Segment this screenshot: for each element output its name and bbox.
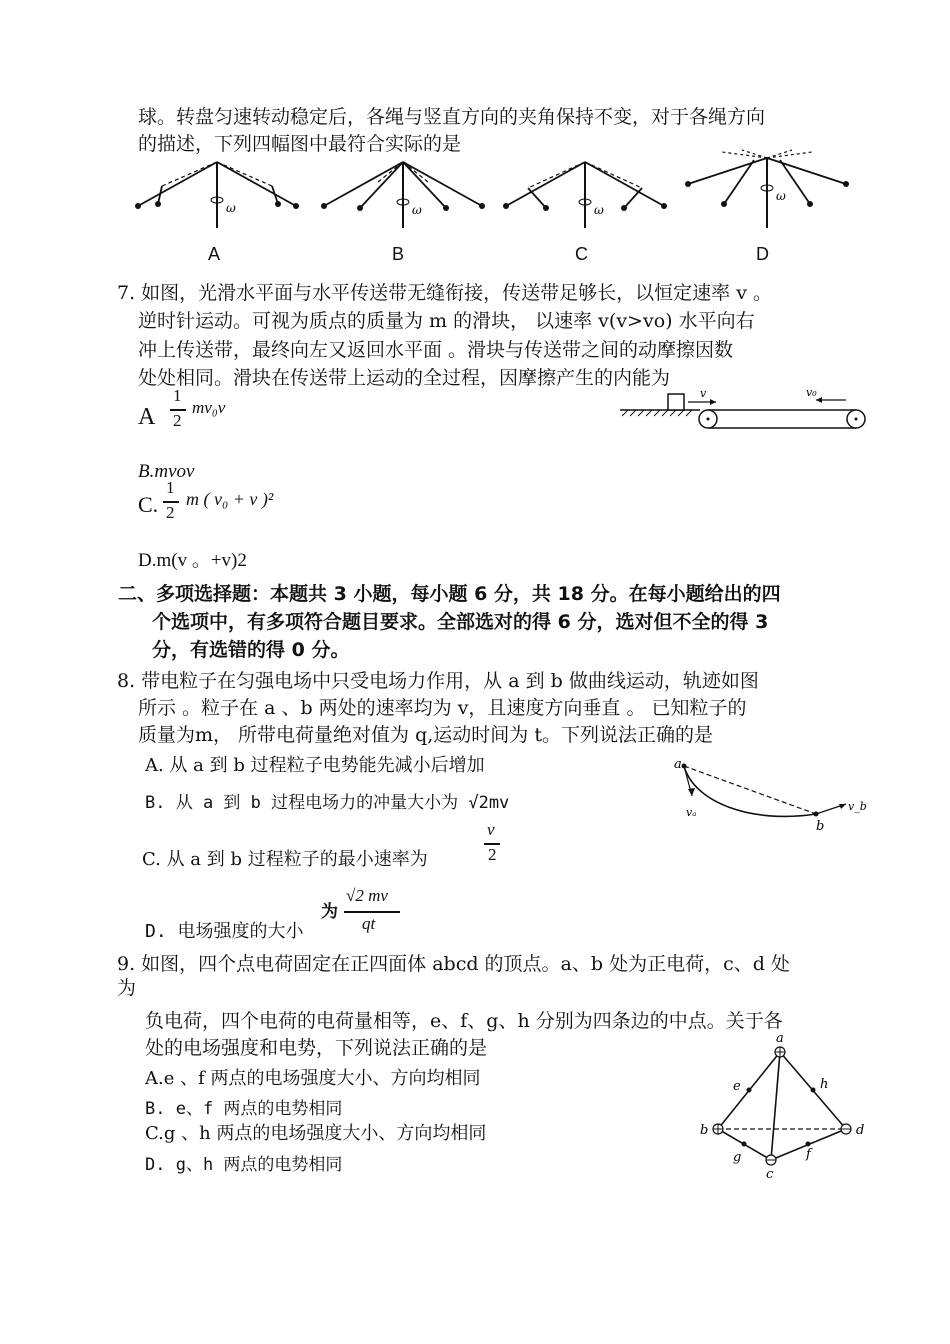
q7-option-c-denominator: 2 (166, 503, 175, 522)
q8-line-3: 质量为m， 所带电荷量绝对值为 q,运动时间为 t。下列说法正确的是 (138, 724, 713, 746)
svg-text:g: g (733, 1150, 742, 1165)
q6-line-1: 球。转盘匀速转动稳定后，各绳与竖直方向的夹角保持不变，对于各绳方向 (138, 106, 766, 128)
q8-option-d-denominator: qt (362, 914, 376, 933)
section-2-line-1: 二、多项选择题：本题共 3 小题，每小题 6 分，共 18 分。在每小题给出的四 (118, 583, 781, 605)
q6-option-c-label[interactable]: C (575, 244, 588, 264)
q9-line-1: 9. 如图，四个点电荷固定在正四面体 abcd 的顶点。a、b 处为正电荷，c、d 处 (117, 953, 790, 975)
section-2-line-3: 分，有选错的得 0 分。 (152, 639, 350, 661)
svg-text:a: a (776, 1031, 784, 1046)
svg-text:ω: ω (412, 203, 422, 217)
q8-line-2: 所示 。粒子在 a 、b 两处的速率均为 v，且速度方向垂直 。 已知粒子的 (138, 697, 747, 719)
svg-text:b: b (816, 819, 825, 834)
q9-option-c[interactable]: C.g 、h 两点的电场强度大小、方向均相同 (145, 1123, 487, 1144)
svg-text:v_b: v_b (848, 800, 867, 813)
q9-option-a[interactable]: A.e 、f 两点的电场强度大小、方向均相同 (145, 1068, 481, 1089)
q7-option-a-expression: mv₀v (192, 398, 226, 417)
svg-text:e: e (733, 1079, 741, 1094)
q6-figure-b (318, 158, 488, 230)
q8-option-d-wei: 为 (321, 902, 338, 922)
q6-option-b-label[interactable]: B (392, 244, 405, 264)
svg-text:f: f (806, 1147, 811, 1162)
q7-option-d[interactable]: D.m(v 。+v)2 (138, 550, 247, 571)
svg-text:ω: ω (226, 201, 236, 215)
q8-option-c-denominator: 2 (488, 845, 497, 864)
q9-line-3: 负电荷，四个电荷的电荷量相等，e、f、g、h 分别为四条边的中点。关于各 (145, 1010, 783, 1032)
svg-text:ω: ω (594, 203, 604, 217)
svg-text:a: a (674, 757, 682, 772)
q6-option-d-label[interactable]: D (756, 244, 769, 264)
q8-option-d-numerator: √2 mv (346, 886, 388, 905)
q8-option-c[interactable]: C. 从 a 到 b 过程粒子的最小速率为 (142, 849, 428, 870)
q7-line-4: 处处相同。滑块在传送带上运动的全过程，因摩擦产生的内能为 (138, 367, 671, 389)
q9-line-4: 处的电场强度和电势，下列说法正确的是 (145, 1037, 488, 1059)
q7-line-2: 逆时针运动。可视为质点的质量为 m 的滑块， 以速率 v(v>vo) 水平向右 (138, 310, 755, 332)
svg-text:v₀: v₀ (806, 386, 817, 399)
q9-line-2: 为 (117, 977, 137, 999)
q7-conveyor-figure (620, 386, 870, 431)
q7-option-a-label[interactable]: A (138, 404, 156, 430)
svg-text:ω: ω (776, 189, 786, 203)
q8-option-d-fraction-bar (344, 911, 400, 913)
q6-figure-d (682, 150, 852, 230)
q8-option-a[interactable]: A. 从 a 到 b 过程粒子电势能先减小后增加 (145, 755, 485, 776)
q6-option-a-label[interactable]: A (208, 244, 221, 264)
q7-option-c-numerator: 1 (166, 478, 175, 497)
q8-line-1: 8. 带电粒子在匀强电场中只受电场力作用，从 a 到 b 做曲线运动，轨迹如图 (117, 670, 759, 692)
q8-option-d[interactable]: D. 电场强度的大小 (145, 921, 304, 942)
q9-option-d[interactable]: D. g、h 两点的电势相同 (145, 1155, 343, 1175)
q7-option-c-label[interactable]: C. (138, 492, 159, 517)
q7-line-1: 7. 如图，光滑水平面与水平传送带无缝衔接，传送带足够长，以恒定速率 v 。 (117, 282, 772, 304)
section-2-line-2: 个选项中，有多项符合题目要求。全部选对的得 6 分，选对但不全的得 3 (152, 611, 769, 633)
q7-option-b[interactable]: B.mvov (138, 461, 195, 482)
svg-text:v: v (700, 387, 707, 400)
svg-text:h: h (820, 1077, 829, 1092)
svg-text:vₐ: vₐ (686, 806, 697, 819)
q8-option-b[interactable]: B. 从 a 到 b 过程电场力的冲量大小为 √2mv (145, 793, 510, 813)
svg-text:b: b (700, 1123, 709, 1138)
q7-line-3: 冲上传送带，最终向左又返回水平面 。滑块与传送带之间的动摩擦因数 (138, 339, 734, 361)
svg-text:c: c (766, 1167, 774, 1182)
q6-line-2: 的描述，下列四幅图中最符合实际的是 (138, 133, 462, 155)
svg-text:d: d (856, 1123, 865, 1138)
q9-option-b[interactable]: B. e、f 两点的电势相同 (145, 1099, 343, 1119)
q8-trajectory-figure (670, 758, 870, 838)
q8-option-c-numerator: v (487, 820, 495, 839)
q9-tetrahedron-figure (696, 1032, 876, 1182)
q7-option-c-expression: m ( v₀ + v )² (186, 489, 274, 509)
q7-option-a-denominator: 2 (173, 411, 182, 430)
q7-option-a-numerator: 1 (173, 386, 182, 405)
q6-figure-c (500, 158, 670, 230)
q6-figure-a (130, 158, 305, 230)
